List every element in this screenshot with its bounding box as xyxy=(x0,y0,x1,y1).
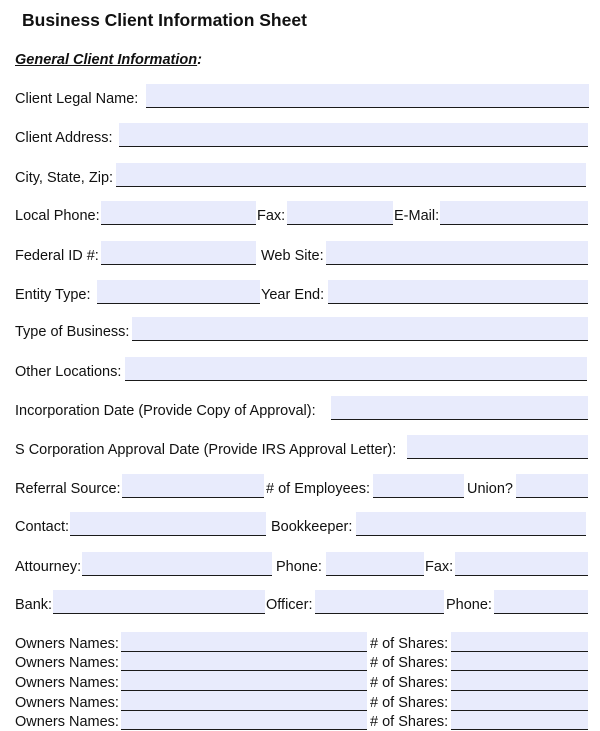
referral-source-label: Referral Source: xyxy=(15,481,121,497)
owner-name-field[interactable] xyxy=(121,691,367,711)
email-field[interactable] xyxy=(440,201,588,225)
owner-name-label: Owners Names: xyxy=(15,675,119,691)
owner-shares-field[interactable] xyxy=(451,711,588,730)
owner-name-field[interactable] xyxy=(121,652,367,671)
attorney-phone-field[interactable] xyxy=(326,552,424,576)
year-end-label: Year End: xyxy=(261,287,325,303)
client-address-field[interactable] xyxy=(119,123,588,147)
bank-phone-field[interactable] xyxy=(494,590,588,614)
owner-shares-field[interactable] xyxy=(451,671,588,691)
client-legal-name-label: Client Legal Name: xyxy=(15,91,139,107)
num-employees-label: # of Employees: xyxy=(266,481,370,497)
s-corp-approval-date-field[interactable] xyxy=(407,435,588,459)
incorporation-date-field[interactable] xyxy=(331,396,588,420)
bank-phone-label: Phone: xyxy=(446,597,492,613)
owner-name-label: Owners Names: xyxy=(15,655,119,671)
fax-label: Fax: xyxy=(257,208,286,224)
page-title: Business Client Information Sheet xyxy=(22,10,307,30)
attorney-label: Attourney: xyxy=(15,559,82,575)
contact-field[interactable] xyxy=(70,512,266,536)
owner-shares-label: # of Shares: xyxy=(370,695,449,711)
attorney-fax-label: Fax: xyxy=(425,559,454,575)
contact-label: Contact: xyxy=(15,519,69,535)
type-of-business-field[interactable] xyxy=(132,317,588,341)
bank-field[interactable] xyxy=(53,590,265,614)
owner-name-label: Owners Names: xyxy=(15,636,119,652)
owner-name-field[interactable] xyxy=(121,632,367,652)
incorporation-date-label: Incorporation Date (Provide Copy of Approval): xyxy=(15,403,316,419)
web-site-field[interactable] xyxy=(326,241,588,265)
email-label: E-Mail: xyxy=(394,208,440,224)
officer-field[interactable] xyxy=(315,590,444,614)
city-state-zip-field[interactable] xyxy=(116,163,586,187)
client-address-label: Client Address: xyxy=(15,130,113,146)
client-legal-name-field[interactable] xyxy=(146,84,589,108)
city-state-zip-label: City, State, Zip: xyxy=(15,170,114,186)
owner-name-label: Owners Names: xyxy=(15,695,119,711)
owner-shares-field[interactable] xyxy=(451,652,588,671)
attorney-fax-field[interactable] xyxy=(455,552,588,576)
other-locations-label: Other Locations: xyxy=(15,364,122,380)
num-employees-field[interactable] xyxy=(373,474,464,498)
owner-shares-label: # of Shares: xyxy=(370,636,449,652)
attorney-field[interactable] xyxy=(82,552,272,576)
federal-id-label: Federal ID #: xyxy=(15,248,99,264)
local-phone-field[interactable] xyxy=(101,201,256,225)
owner-name-field[interactable] xyxy=(121,711,367,730)
section-heading-colon: : xyxy=(197,52,202,68)
owner-shares-label: # of Shares: xyxy=(370,714,449,730)
owner-shares-label: # of Shares: xyxy=(370,675,449,691)
other-locations-field[interactable] xyxy=(125,357,587,381)
bookkeeper-label: Bookkeeper: xyxy=(271,519,353,535)
union-label: Union? xyxy=(467,481,513,497)
entity-type-label: Entity Type: xyxy=(15,287,91,303)
union-field[interactable] xyxy=(516,474,588,498)
s-corp-approval-date-label: S Corporation Approval Date (Provide IRS Approval Letter): xyxy=(15,442,397,458)
section-heading xyxy=(15,52,202,68)
owner-name-field[interactable] xyxy=(121,671,367,691)
federal-id-field[interactable] xyxy=(101,241,256,265)
officer-label: Officer: xyxy=(266,597,313,613)
attorney-phone-label: Phone: xyxy=(276,559,322,575)
year-end-field[interactable] xyxy=(328,280,588,304)
referral-source-field[interactable] xyxy=(122,474,264,498)
entity-type-field[interactable] xyxy=(97,280,260,304)
type-of-business-label: Type of Business: xyxy=(15,324,130,340)
owner-name-label: Owners Names: xyxy=(15,714,119,730)
owner-shares-label: # of Shares: xyxy=(370,655,449,671)
owner-shares-field[interactable] xyxy=(451,691,588,711)
owner-shares-field[interactable] xyxy=(451,632,588,652)
fax-field[interactable] xyxy=(287,201,393,225)
section-heading-label: General Client Information xyxy=(15,52,198,68)
web-site-label: Web Site: xyxy=(261,248,324,264)
bank-label: Bank: xyxy=(15,597,53,613)
bookkeeper-field[interactable] xyxy=(356,512,586,536)
local-phone-label: Local Phone: xyxy=(15,208,100,224)
